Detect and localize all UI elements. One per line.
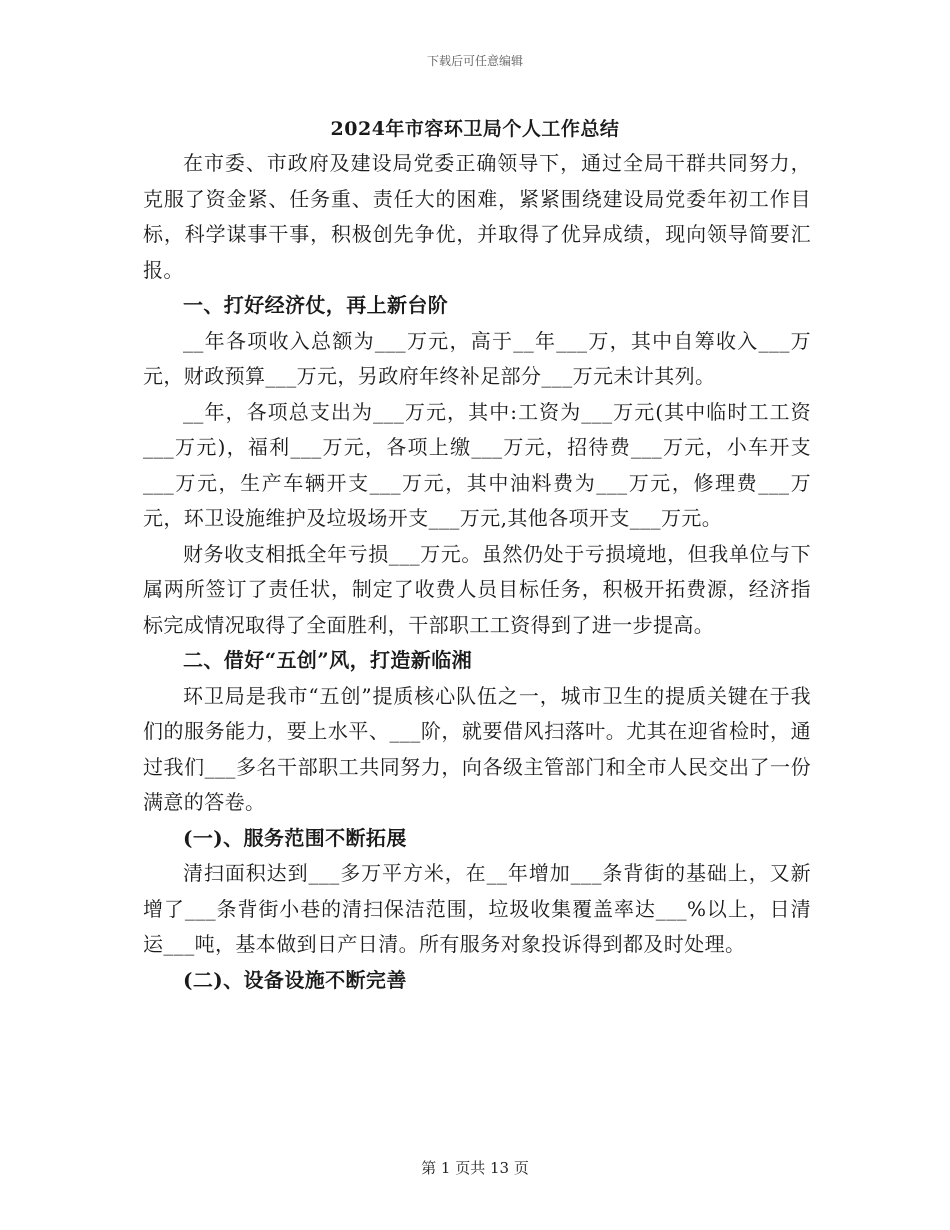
document-title: 2024年市容环卫局个人工作总结	[330, 118, 620, 140]
subsection-heading-1: (一)、服务范围不断拓展	[183, 825, 407, 850]
section-heading-2: 二、借好“五创”风，打造新临湘	[183, 648, 473, 672]
balance-paragraph: 财务收支相抵全年亏损___万元。虽然仍处于亏损境地，但我单位与下属两所签订了责任状，制定了收费人员目标任务，积极开拓费源，经济指标完成情况取得了全面胜利，干部职工工资得到了进一步提高。	[143, 541, 811, 637]
intro-paragraph: 在市委、市政府及建设局党委正确领导下，通过全局干群共同努力，克服了资金紧、任务重、责任大的困难，紧紧围绕建设局党委年初工作目标，科学谋事干事，积极创先争优，并取得了优异成绩，现向领导简要汇报。	[143, 151, 811, 282]
section-heading-1: 一、打好经济仗，再上新台阶	[183, 293, 449, 317]
income-paragraph: __年各项收入总额为___万元，高于__年___万，其中自筹收入___万元，财政预算___万元，另政府年终补足部分___万元未计其列。	[143, 328, 811, 388]
page-number-footer: 第 1 页共 13 页	[421, 1159, 529, 1177]
expenditure-paragraph: __年，各项总支出为___万元，其中:工资为___万元(其中临时工工资___万元)，福利___万元，各项上缴___万元，招待费___万元，小车开支___万元，生产车辆开支___万元，其中油料费为___万元，修理费___万元，环卫设施维护及垃圾场开支___万元,其他各项开支___万元。	[143, 399, 811, 530]
service-scope-paragraph: 清扫面积达到___多万平方米，在__年增加___条背街的基础上，又新增了___条背街小巷的清扫保洁范围，垃圾收集覆盖率达___%以上，日清运___吨，基本做到日产日清。所有服务对象投诉得到都及时处理。	[143, 861, 811, 956]
document-body	[143, 146, 811, 998]
wuchuang-paragraph: 环卫局是我市“五创”提质核心队伍之一，城市卫生的提质关键在于我们的服务能力，要上水平、___阶，就要借风扫落叶。尤其在迎省检时，通过我们___多名干部职工共同努力，向各级主管部门和全市人民交出了一份满意的答卷。	[143, 683, 811, 814]
subsection-heading-2: (二)、设备设施不断完善	[183, 967, 407, 992]
page-header-note: 下载后可任意编辑	[426, 54, 523, 68]
